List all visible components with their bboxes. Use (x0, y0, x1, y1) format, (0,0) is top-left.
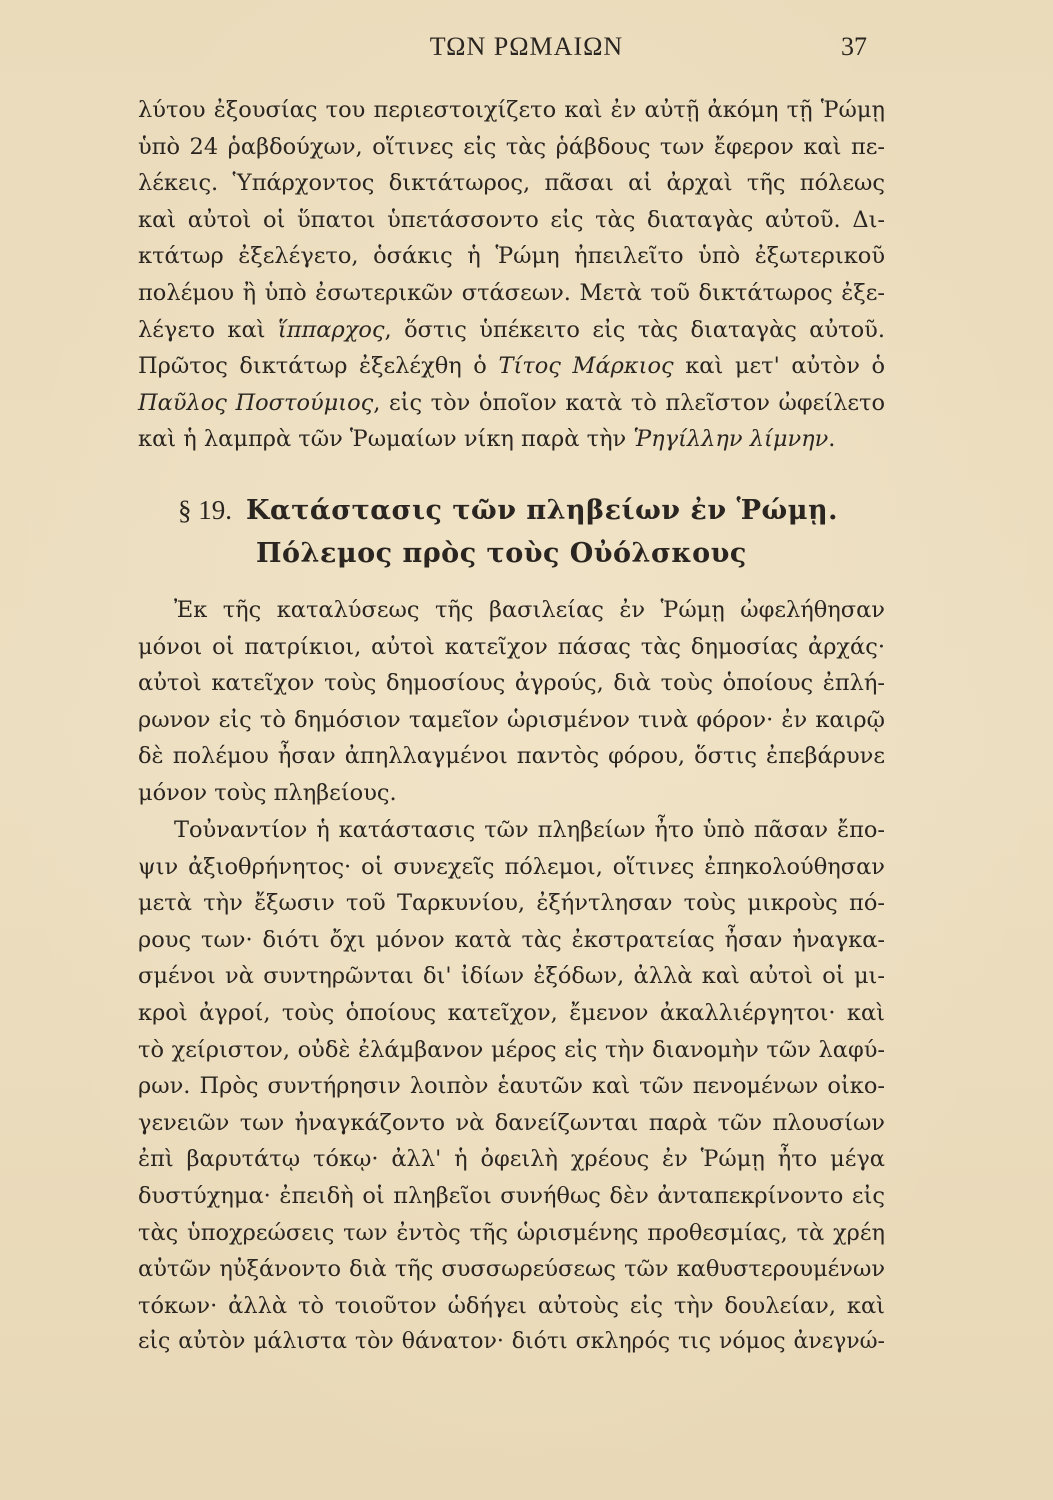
section-title-part-1: Κατάστασις τῶν πληβείων ἐν Ῥώμῃ. (246, 495, 839, 526)
text-line: καὶ αὐτοὶ οἱ ὕπατοι ὑπετάσσοντο εἰς τὰς διαταγὰς αὐτοῦ. Δι- (138, 206, 885, 233)
text-line: κροὶ ἀγροί, τοὺς ὁποίους κατεῖχον, ἔμενον ἀκαλλιέργητοι· καὶ (138, 999, 885, 1026)
text-line: σμένοι νὰ συντηρῶνται δι' ἰδίων ἐξόδων, ἀλλὰ καὶ αὐτοὶ οἱ μι- (138, 963, 885, 990)
text-line: ρους των· διότι ὄχι μόνον κατὰ τὰς ἐκστρατείας ἦσαν ἠναγκα- (138, 926, 885, 953)
section-heading (138, 488, 885, 576)
text-line: μόνοι οἱ πατρίκιοι, αὐτοὶ κατεῖχον πάσας τὰς δημοσίας ἀρχάς· (138, 633, 885, 660)
section-title-part-2: Πόλεμος πρὸς τοὺς Οὐόλσκους (256, 538, 747, 569)
text-line: εἰς αὐτὸν μάλιστα τὸν θάνατον· διότι σκληρός τις νόμος ἀνεγνώ- (138, 1329, 885, 1355)
text-line: μετὰ τὴν ἔξωσιν τοῦ Ταρκυνίου, ἐξήντλησαν τοὺς μικροὺς πό- (138, 890, 885, 917)
text-run: καὶ μετ' αὐτὸν ὁ (685, 353, 886, 380)
text-line (138, 312, 885, 349)
section-number: § 19. (178, 495, 232, 525)
text-line: δυστύχημα· ἐπειδὴ οἱ πληβεῖοι συνήθως δὲν ἀνταπεκρίνοντο εἰς (138, 1182, 885, 1209)
italic-term-hipparchos: ἵππαρχος (277, 316, 385, 343)
italic-name-regillus-lake: Ῥηγίλλην λίμνην (633, 426, 829, 453)
text-line (138, 348, 885, 385)
paragraph-patricians (138, 592, 885, 812)
text-line: γενειῶν των ἠναγκάζοντο νὰ δανείζωνται παρὰ τῶν πλουσίων (138, 1109, 885, 1136)
paragraph-dictator (138, 92, 885, 458)
text-run: . (828, 426, 836, 453)
italic-name-titos-markios: Τίτος Μάρκιος (498, 353, 674, 380)
text-line: κτάτωρ ἐξελέγετο, ὁσάκις ἡ Ῥώμη ἠπειλεῖτο ὑπὸ ἐξωτερικοῦ (138, 243, 885, 270)
text-line: Ἐκ τῆς καταλύσεως τῆς βασιλείας ἐν Ῥώμῃ ὠφελήθησαν (174, 597, 885, 623)
text-line: ὑπὸ 24 ῥαβδούχων, οἵτινες εἰς τὰς ῥάβδους των ἔφερον καὶ πε- (138, 133, 885, 160)
text-line: ρωνον εἰς τὸ δημόσιον ταμεῖον ὡρισμένον τινὰ φόρον· ἐν καιρῷ (138, 706, 885, 733)
page-number: 37 (841, 32, 867, 61)
running-head (0, 32, 1053, 66)
text-line (138, 421, 885, 458)
text-run: , ὅστις ὑπέκειτο εἰς τὰς διαταγὰς αὐτοῦ. (384, 316, 885, 343)
text-line: πολέμου ἢ ὑπὸ ἐσωτερικῶν στάσεων. Μετὰ τοῦ δικτάτωρος ἐξε- (138, 279, 885, 306)
italic-name-paulos-postoumios: Παῦλος Ποστούμιος (138, 389, 374, 416)
running-title: ΤΩΝ ΡΩΜΑΙΩΝ (429, 32, 624, 61)
text-line: λέκεις. Ὑπάρχοντος δικτάτωρος, πᾶσαι αἱ ἀρχαὶ τῆς πόλεως (138, 170, 885, 197)
text-line: αὐτοὶ κατεῖχον τοὺς δημοσίους ἀγρούς, διὰ τοὺς ὁποίους ἐπλή- (138, 670, 885, 697)
section-heading-line-2 (138, 532, 885, 576)
text-line: λύτου ἐξουσίας του περιεστοιχίζετο καὶ ἐν αὐτῇ ἀκόμη τῇ Ῥώμῃ (138, 97, 885, 123)
text-line: μόνον τοὺς πληβείους. (138, 779, 397, 806)
text-line: Τοὐναντίον ἡ κατάστασις τῶν πληβείων ἦτο ὑπὸ πᾶσαν ἔπο- (174, 817, 885, 843)
text-run: καὶ ἡ λαμπρὰ τῶν Ῥωμαίων νίκη παρὰ τὴν (138, 426, 627, 453)
text-line: ψιν ἀξιοθρήνητος· οἱ συνεχεῖς πόλεμοι, οἵτινες ἐπηκολούθησαν (138, 853, 885, 880)
text-line: τόκων· ἀλλὰ τὸ τοιοῦτον ὡδήγει αὐτοὺς εἰς τὴν δουλείαν, καὶ (138, 1292, 885, 1319)
text-run: λέγετο καὶ (138, 316, 266, 343)
paragraph-plebeians (138, 812, 885, 1361)
text-line: τὸ χείριστον, οὐδὲ ἐλάμβανον μέρος εἰς τὴν διανομὴν τῶν λαφύ- (138, 1036, 885, 1063)
text-line: ἐπὶ βαρυτάτῳ τόκῳ· ἀλλ' ἡ ὀφειλὴ χρέους ἐν Ῥώμῃ ἦτο μέγα (138, 1146, 885, 1173)
text-line (138, 385, 885, 422)
text-line: τὰς ὑποχρεώσεις των ἐντὸς τῆς ὡρισμένης προθεσμίας, τὰ χρέη (138, 1219, 885, 1246)
section-heading-line-1 (138, 488, 885, 532)
text-line: δὲ πολέμου ἦσαν ἀπηλλαγμένοι παντὸς φόρου, ὅστις ἐπεβάρυνε (138, 743, 885, 770)
text-run: Πρῶτος δικτάτωρ ἐξελέχθη ὁ (138, 353, 487, 380)
text-line: αὐτῶν ηὐξάνοντο διὰ τῆς συσσωρεύσεως τῶν καθυστερουμένων (138, 1256, 885, 1283)
text-line: ρων. Πρὸς συντήρησιν λοιπὸν ἑαυτῶν καὶ τῶν πενομένων οἰκο- (138, 1073, 885, 1100)
text-run: , εἰς τὸν ὁποῖον κατὰ τὸ πλεῖστον ὠφείλετο (373, 389, 885, 416)
